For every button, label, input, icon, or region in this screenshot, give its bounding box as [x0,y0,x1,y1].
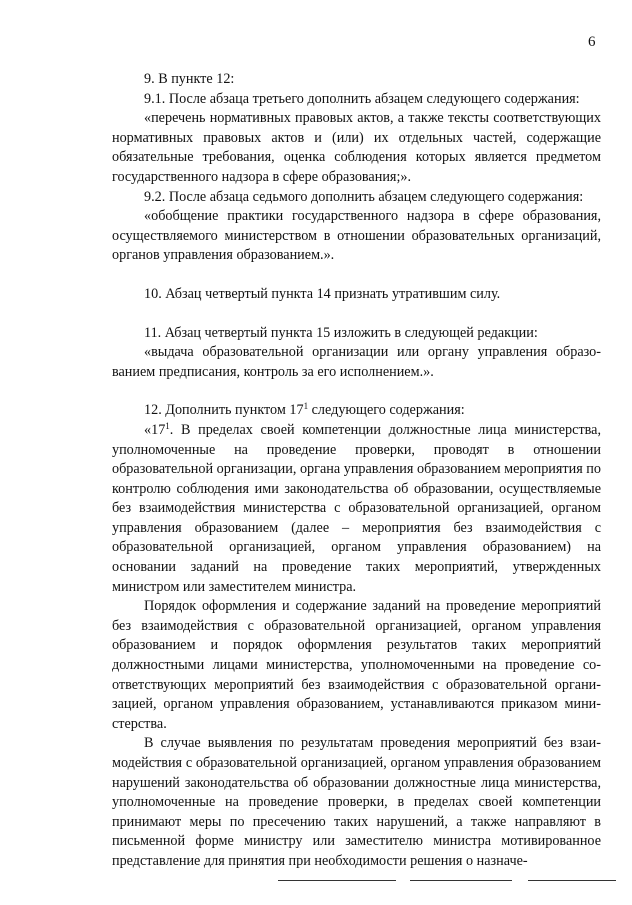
footer-rule-right [528,880,616,881]
item-9-2: 9.2. После абзаца седьмого дополнить абзацем следующего содержания: [144,188,584,205]
item-17-1-open: «17 [144,421,166,438]
footer-rule-left [278,880,396,881]
item-11: 11. Абзац четвертый пункта 15 изложить в следующей редакции: [144,324,538,341]
item-9-heading: 9. В пункте 12: [144,71,235,87]
page-number: 6 [588,34,596,50]
item-10: 10. Абзац четвертый пункта 14 признать утратившим силу. [144,285,501,302]
item-17-1-text: . В пределах своей компетенции должностные лица министерства, уполномоченные на проведение проверки, проводят в отношении образовательной организации, органа управления образованием мероприятия по контролю соблюдения ими законодательства об образовании, осуществляемые без взаимодействия министерства с образовательной организацией, органом управления образованием (далее – мероприятия без взаимодействия с образовательной организацией, органом управления образованием) на основании заданий на проведение таких мероприятий, утвержденных министром или заместителем министра. [112,421,601,595]
item-12-superscript: 1 [303,401,309,412]
item-17-1-para-2: Порядок оформления и содержание заданий на проведение мероприятий без взаимодействия с образовательной организацией, органом управления образованием и порядок оформления результатов таких мероприятий должностными лицами министерства, уполномоченными на проведение соответствующих мероприятий без взаимодействия с образовательной организацией, органом управления образованием, устанавливаются приказом министерства. [112,598,601,732]
item-9-1: 9.1. После абзаца третьего дополнить абзацем следующего содержания: [144,90,580,107]
item-9-2-quote: «обобщение практики государственного надзора в сфере образования, осуществляемого министерством в отношении образовательных организаций, органов управления образованием.». [112,208,601,264]
footer-rule-center [410,880,512,881]
item-12 [112,401,601,421]
item-17-1-para-1 [112,421,601,597]
item-17-1-para-3: В случае выявления по результатам проведения мероприятий без взаимодействия с образовательной организацией, органом управления образованием нарушений законодательства об образовании должностные лица министерства, уполномоченные на проведение проверки, в пределах своей компетенции принимают меры по пресечению таких нарушений, а также направляют в письменной форме министру или заместителю министра мотивированное представление для принятия при необходимости решения о назначе- [112,735,601,869]
item-9-1-quote: «перечень нормативных правовых актов, а также тексты соответствующих нормативных правовых актов и (или) их отдельных частей, содержащие обязательные требования, оценка соблюдения которых является предметом государственного надзора в сфере образования;». [112,110,601,185]
item-12-text: 12. Дополнить пунктом 17 [144,402,304,419]
document-body [112,70,601,872]
item-17-1-superscript: 1 [165,420,170,431]
item-12-text-end: следующего содержания: [308,402,465,419]
item-11-quote: «выдача образовательной организации или органу управления образованием предписания, контроль за его исполнением.». [112,344,601,380]
